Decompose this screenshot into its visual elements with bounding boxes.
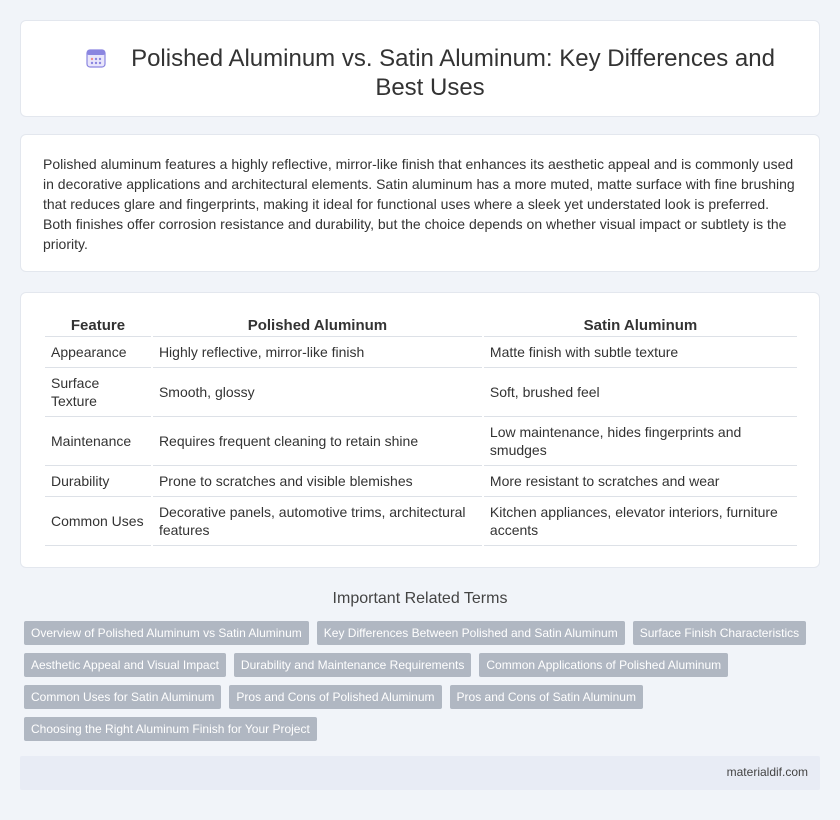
- cell-feature: Appearance: [45, 337, 151, 368]
- cell-polished: Highly reflective, mirror-like finish: [153, 337, 482, 368]
- table-row: [45, 417, 797, 466]
- calendar-icon: [85, 47, 107, 69]
- related-term-tag[interactable]: Surface Finish Characteristics: [633, 621, 806, 645]
- header-satin: Satin Aluminum: [484, 315, 797, 337]
- intro-card: [20, 134, 820, 272]
- cell-satin: More resistant to scratches and wear: [484, 466, 797, 497]
- cell-polished: Smooth, glossy: [153, 368, 482, 417]
- table-header-row: [45, 315, 797, 337]
- page-title: [61, 44, 799, 102]
- comparison-table: [43, 315, 799, 546]
- related-term-tag[interactable]: Pros and Cons of Satin Aluminum: [450, 685, 643, 709]
- related-term-tag[interactable]: Choosing the Right Aluminum Finish for Your Project: [24, 717, 317, 741]
- cell-polished: Decorative panels, automotive trims, architectural features: [153, 497, 482, 546]
- related-term-tag[interactable]: Durability and Maintenance Requirements: [234, 653, 471, 677]
- related-term-tag[interactable]: Pros and Cons of Polished Aluminum: [229, 685, 441, 709]
- related-term-tag[interactable]: Aesthetic Appeal and Visual Impact: [24, 653, 226, 677]
- header-polished: Polished Aluminum: [153, 315, 482, 337]
- footer-site[interactable]: materialdif.com: [726, 765, 808, 779]
- footer: [20, 756, 820, 790]
- cell-feature: Surface Texture: [45, 368, 151, 417]
- cell-feature: Durability: [45, 466, 151, 497]
- cell-satin: Matte finish with subtle texture: [484, 337, 797, 368]
- intro-paragraph: Polished aluminum features a highly reflective, mirror-like finish that enhances its aesthetic appeal and is commonly used in decorative applications and architectural elements. Satin aluminum has a more muted, matte surface with fine brushing that reduces glare and fingerprints, making it ideal for functional uses where a sleek yet understated look is preferred. Both finishes offer corrosion resistance and durability, but the choice depends on whether visual impact or subtlety is the priority.: [43, 156, 795, 252]
- related-term-tag[interactable]: Overview of Polished Aluminum vs Satin Aluminum: [24, 621, 309, 645]
- cell-feature: Maintenance: [45, 417, 151, 466]
- cell-polished: Requires frequent cleaning to retain shine: [153, 417, 482, 466]
- page-title-text: Polished Aluminum vs. Satin Aluminum: Key Differences and Best Uses: [131, 45, 775, 101]
- related-term-tag[interactable]: Common Applications of Polished Aluminum: [479, 653, 728, 677]
- related-terms-title: Important Related Terms: [332, 590, 508, 607]
- cell-satin: Low maintenance, hides fingerprints and smudges: [484, 417, 797, 466]
- cell-feature: Common Uses: [45, 497, 151, 546]
- table-row: [45, 466, 797, 497]
- cell-satin: Soft, brushed feel: [484, 368, 797, 417]
- cell-satin: Kitchen appliances, elevator interiors, furniture accents: [484, 497, 797, 546]
- header-card: [20, 20, 820, 117]
- related-terms-tags: [24, 621, 824, 741]
- cell-polished: Prone to scratches and visible blemishes: [153, 466, 482, 497]
- table-row: [45, 497, 797, 546]
- header-feature: Feature: [45, 315, 151, 337]
- table-row: [45, 337, 797, 368]
- related-term-tag[interactable]: Common Uses for Satin Aluminum: [24, 685, 221, 709]
- table-row: [45, 368, 797, 417]
- related-term-tag[interactable]: Key Differences Between Polished and Satin Aluminum: [317, 621, 625, 645]
- title-wrap: [61, 44, 799, 102]
- comparison-table-card: [20, 292, 820, 568]
